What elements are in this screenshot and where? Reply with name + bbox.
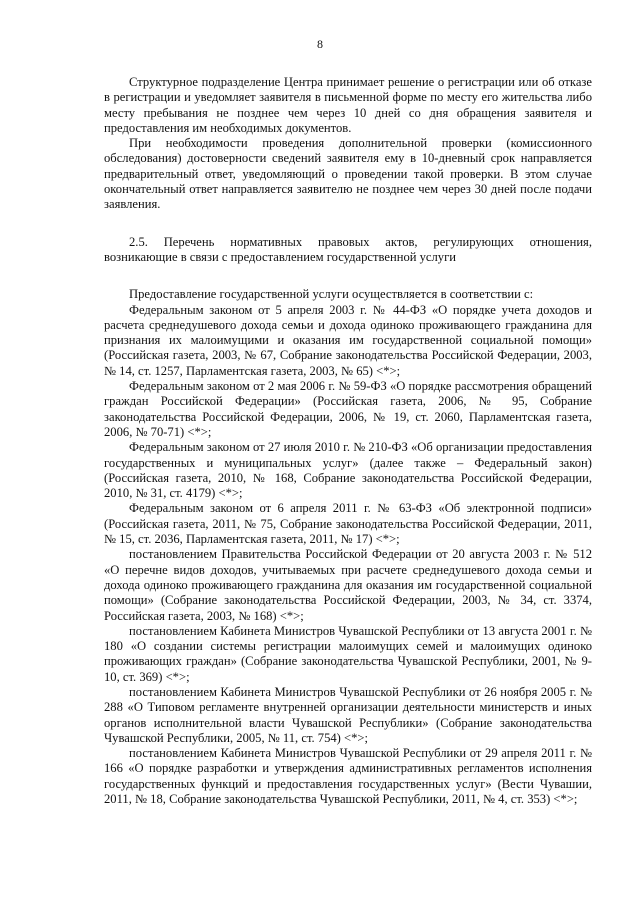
document-body (104, 75, 592, 807)
paragraph-registration-decision: Структурное подразделение Центра принимает решение о регистрации или об отказе в регистрации и уведомляет заявителя в письменной форме по месту его жительства либо месту пребывания не позднее чем через 10 дней со дня обращения заявителя и предоставления им необходимых документов. (104, 75, 592, 135)
paragraph-additional-check: При необходимости проведения дополнительной проверки (комиссионного обследования) достоверности сведений заявителя ему в 10-дневный срок направляется предварительный ответ, уведомляющий о проведении такой проверки. В этом случае окончательный ответ направляется заявителю не позднее чем через 30 дней после подачи заявления. (104, 136, 592, 212)
legal-act-item: постановлением Правительства Российской Федерации от 20 августа 2003 г. № 512 «О перечне видов доходов, учитываемых при расчете среднедушевого дохода семьи и дохода одиноко проживающего гражданина для оказания им государственной социальной помощи» (Собрание законодательства Российской Федерации, 2003, № 34, ст. 3374, Российская газета, 2003, № 168) <*>; (104, 547, 592, 623)
legal-act-item: постановлением Кабинета Министров Чувашской Республики от 29 апреля 2011 г. № 166 «О порядке разработки и утверждения административных регламентов исполнения государственных функций и предоставления государственных услуг» (Вести Чувашии, 2011, № 18, Собрание законодательства Чувашской Республики, 2011, № 4, ст. 353) <*>; (104, 746, 592, 807)
legal-act-item: Федеральным законом от 5 апреля 2003 г. № 44-ФЗ «О порядке учета доходов и расчета среднедушевого дохода семьи и дохода одиноко проживающего гражданина для признания их малоимущими и оказания им государственной социальной помощи» (Российская газета, 2003, № 67, Собрание законодательства Российской Федерации, 2003, № 14, ст. 1257, Парламентская газета, 2003, № 65) <*>; (104, 302, 592, 378)
legal-act-item: Федеральным законом от 6 апреля 2011 г. № 63-ФЗ «Об электронной подписи» (Российская газета, 2011, № 75, Собрание законодательства Российской Федерации, 2011, № 15, ст. 2036, Парламентская газета, 2011, № 17) <*>; (104, 501, 592, 547)
page-number: 8 (317, 37, 323, 51)
section-heading: 2.5. Перечень нормативных правовых актов, регулирующих отношения, возникающие в связи с предоставлением государственной услуги (104, 234, 592, 264)
legal-act-item: постановлением Кабинета Министров Чувашской Республики от 26 ноября 2005 г. № 288 «О Типовом регламенте внутренней организации деятельности министерств и иных органов исполнительной власти Чувашской Республики» (Собрание законодательства Чувашской Республики, 2005, № 11, ст. 754) <*>; (104, 684, 592, 745)
legal-act-item: постановлением Кабинета Министров Чувашской Республики от 13 августа 2001 г. № 180 «О создании системы регистрации малоимущих семей и малоимущих одиноко проживающих граждан» (Собрание законодательства Чувашской Республики, 2001, № 9-10, ст. 369) <*>; (104, 623, 592, 684)
legal-act-item: Федеральным законом от 2 мая 2006 г. № 59-ФЗ «О порядке рассмотрения обращений граждан Российской Федерации» (Российская газета, 2006, № 95, Собрание законодательства Российской Федерации, 2006, № 19, ст. 2060, Парламентская газета, 2006, № 70-71) <*>; (104, 379, 592, 439)
legal-act-item: Федеральным законом от 27 июля 2010 г. № 210-ФЗ «Об организации предоставления государственных и муниципальных услуг» (далее также – Федеральный закон) (Российская газета, 2010, № 168, Собрание законодательства Российской Федерации, 2010, № 31, ст. 4179) <*>; (104, 440, 592, 501)
legal-basis-intro: Предоставление государственной услуги осуществляется в соответствии с: (129, 287, 534, 302)
